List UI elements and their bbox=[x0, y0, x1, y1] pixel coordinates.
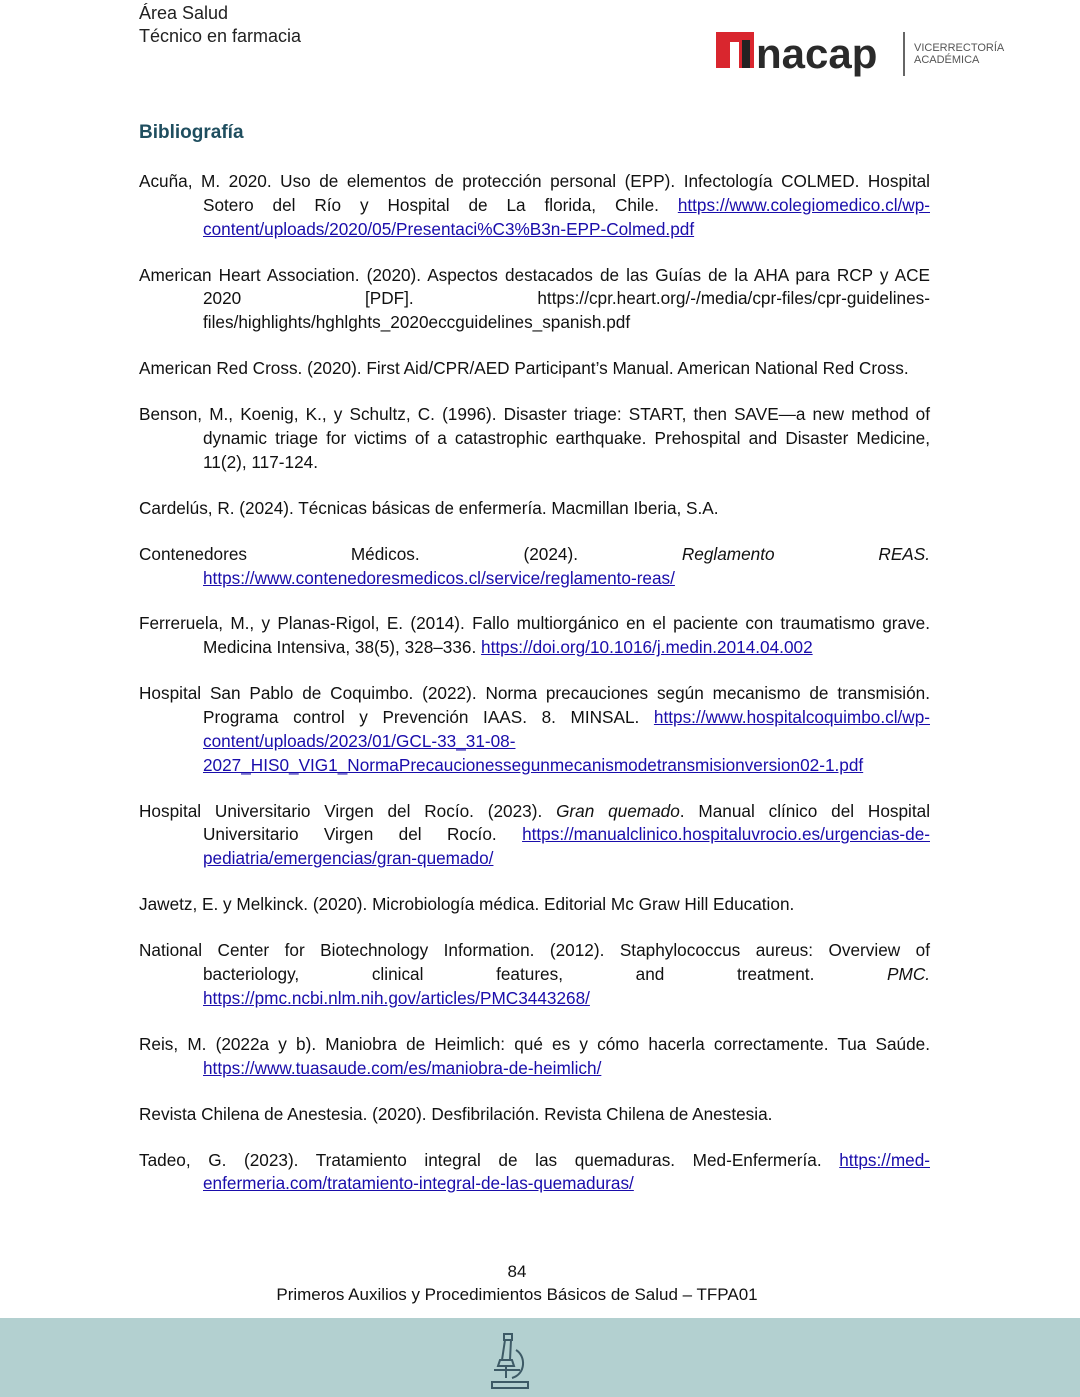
reference-text: Reis, M. (2022a y b). Maniobra de Heimlich: qué es y cómo hacerla correctamente. Tua Saúde. bbox=[139, 1033, 930, 1054]
reference-item bbox=[139, 264, 930, 335]
reference-item bbox=[139, 170, 930, 241]
reference-italic: Reglamento REAS. bbox=[681, 543, 930, 564]
reference-text: American Red Cross. (2020). First Aid/CPR/AED Participant’s Manual. American National Red Cross. bbox=[139, 358, 909, 379]
reference-link[interactable]: https://pmc.ncbi.nlm.nih.gov/articles/PMC3443268/ bbox=[203, 987, 590, 1008]
page-number: 84 bbox=[507, 1262, 527, 1281]
reference-link[interactable]: https://www.colegiomedico.cl/wp-content/uploads/2020/05/Presentaci%C3%B3n-EPP-Colmed.pdf bbox=[203, 194, 930, 239]
reference-link[interactable]: https://www.contenedoresmedicos.cl/service/reglamento-reas/ bbox=[203, 567, 675, 588]
reference-item bbox=[139, 543, 930, 591]
reference-text: Cardelús, R. (2024). Técnicas básicas de enfermería. Macmillan Iberia, S.A. bbox=[139, 497, 719, 518]
reference-link[interactable]: https://www.hospitalcoquimbo.cl/wp-content/uploads/2023/01/GCL-33_31-08-2027_HIS0_VIG1_NormaPrecaucionessegunmecanismodetransmisionversion02-1.pdf bbox=[203, 707, 930, 775]
career-label: Técnico en farmacia bbox=[139, 26, 302, 46]
reference-link[interactable]: https://doi.org/10.1016/j.medin.2014.04.002 bbox=[481, 637, 813, 658]
reference-link[interactable]: https://manualclinico.hospitaluvrocio.es/urgencias-de-pediatria/emergencias/gran-quemado/ bbox=[203, 824, 930, 869]
reference-link[interactable]: https://med-enfermeria.com/tratamiento-integral-de-las-quemaduras/ bbox=[203, 1149, 930, 1194]
logo-sub1: VICERRECTORÍA bbox=[914, 42, 1005, 54]
reference-item bbox=[139, 1149, 930, 1197]
reference-text: Hospital San Pablo de Coquimbo. (2022). Norma precauciones según mecanismo de transmisión. Programa control y Prevención IAAS. 8. MINSAL. bbox=[139, 683, 930, 728]
footer-band bbox=[0, 1318, 1080, 1397]
reference-link[interactable]: https://www.tuasaude.com/es/maniobra-de-heimlich/ bbox=[203, 1057, 602, 1078]
reference-item bbox=[139, 1033, 930, 1081]
reference-text: Acuña, M. 2020. Uso de elementos de protección personal (EPP). Infectología COLMED. Hospital Sotero del Río y Hospital de La florida, Chile. bbox=[139, 171, 930, 215]
logo-text: nacap bbox=[756, 30, 878, 77]
reference-item bbox=[139, 403, 930, 474]
microscope-icon bbox=[488, 1330, 532, 1392]
reference-item bbox=[139, 612, 930, 660]
area-label: Área Salud bbox=[139, 3, 229, 23]
reference-text: National Center for Biotechnology Information. (2012). Staphylococcus aureus: Overview of bacteriology, clinical features, and treatment. bbox=[139, 940, 930, 984]
reference-item bbox=[139, 682, 930, 777]
reference-italic: Gran quemado bbox=[556, 800, 680, 821]
footer-course-title: Primeros Auxilios y Procedimientos Básicos de Salud – TFPA01 bbox=[276, 1285, 758, 1304]
inacap-logo bbox=[716, 26, 1016, 82]
logo-sub2: ACADÉMICA bbox=[914, 54, 980, 66]
reference-text: American Heart Association. (2020). Aspectos destacados de las Guías de la AHA para RCP y ACE 2020 [PDF]. https://cpr.heart.org/-/media/cpr-files/cpr-guidelines-files/highlights/hghlghts_2020eccguidelines_spanish.pdf bbox=[139, 264, 930, 333]
header-left bbox=[139, 2, 301, 48]
reference-text: Benson, M., Koenig, K., y Schultz, C. (1996). Disaster triage: START, then SAVE—a new method of dynamic triage for victims of a catastrophic earthquake. Prehospital and Disaster Medicine, 11(2), 117-124. bbox=[139, 404, 930, 472]
reference-item bbox=[139, 357, 930, 381]
reference-item bbox=[139, 939, 930, 1010]
section-title: Bibliografía bbox=[139, 122, 244, 143]
reference-text: Contenedores Médicos. (2024). bbox=[139, 543, 682, 564]
reference-text: Jawetz, E. y Melkinck. (2020). Microbiología médica. Editorial Mc Graw Hill Education. bbox=[139, 894, 795, 915]
reference-text: Hospital Universitario Virgen del Rocío. (2023). bbox=[139, 800, 557, 821]
bibliography-list bbox=[139, 170, 930, 1218]
reference-italic: PMC. bbox=[887, 964, 930, 984]
reference-item bbox=[139, 497, 930, 521]
reference-text: Revista Chilena de Anestesia. (2020). Desfibrilación. Revista Chilena de Anestesia. bbox=[139, 1103, 773, 1124]
reference-text: . Manual clínico del Hospital Universitario Virgen del Rocío. bbox=[203, 800, 931, 845]
reference-item bbox=[139, 800, 930, 871]
reference-item bbox=[139, 1103, 930, 1127]
reference-text: Tadeo, G. (2023). Tratamiento integral de las quemaduras. Med-Enfermería. bbox=[139, 1149, 840, 1170]
reference-item bbox=[139, 893, 930, 917]
reference-text: Ferreruela, M., y Planas-Rigol, E. (2014). Fallo multiorgánico en el paciente con traumatismo grave. Medicina Intensiva, 38(5), 328–336. bbox=[139, 613, 930, 658]
